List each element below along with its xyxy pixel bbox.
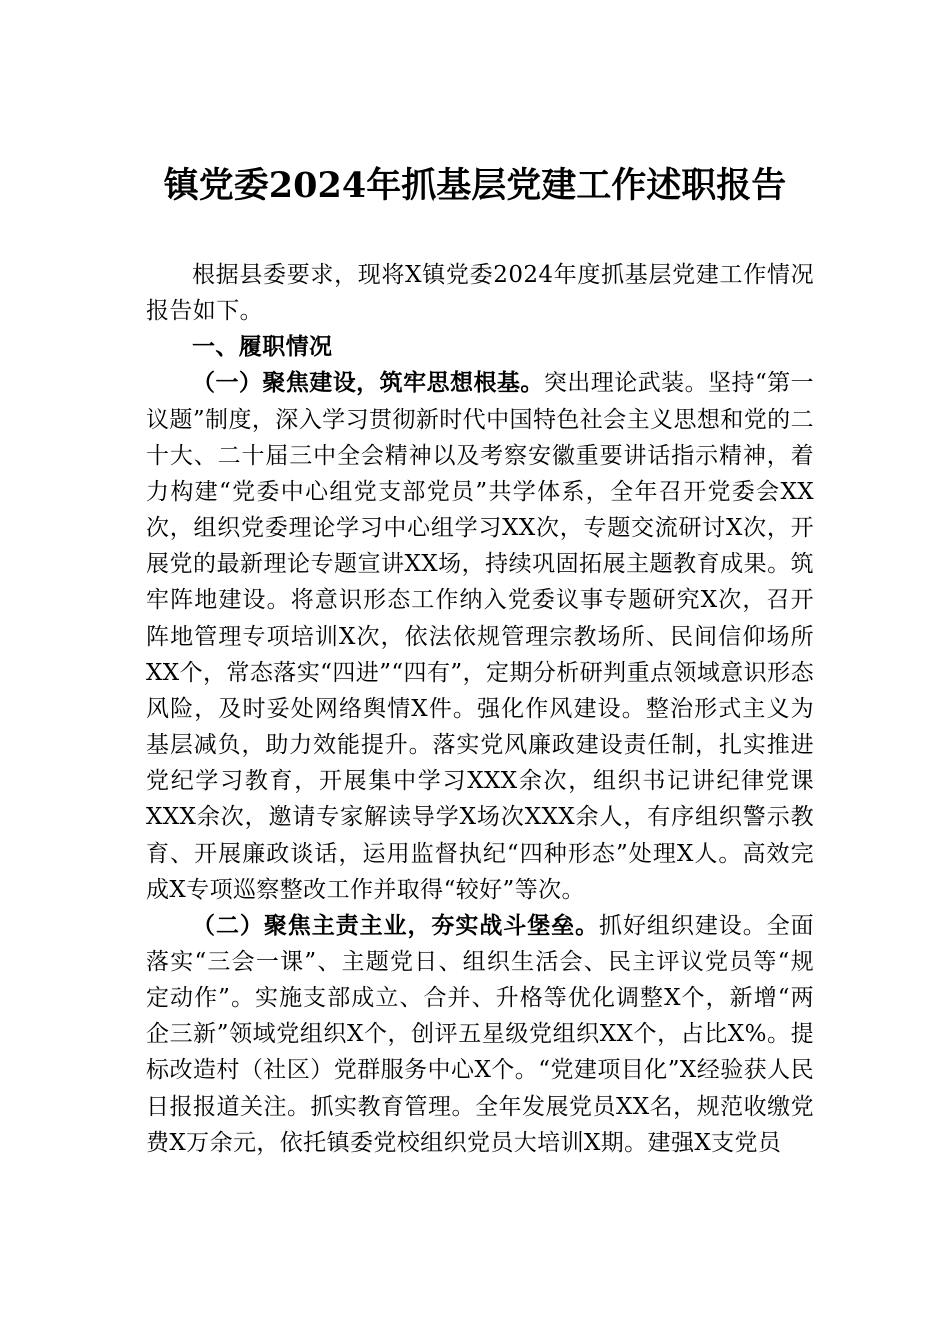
paragraph-part2 xyxy=(146,908,814,1161)
document-body xyxy=(146,257,814,1161)
paragraph-part1 xyxy=(146,365,814,907)
paragraph-lead: （二）聚焦主责主业，夯实战斗堡垒。 xyxy=(192,911,600,939)
section-heading: 一、履职情况 xyxy=(192,334,333,361)
paragraph-text: 抓好组织建设。全面落实“三会一课”、主题党日、组织生活会、民主评议党员等“规定动作”。实施支部成立、合并、升格等优化调整X个，新增“两企三新”领域党组织X个，创评五星级党组织XX个，占比X%。提标改造村（社区）党群服务中心X个。“党建项目化”X经验获人民日报报道关注。抓实教育管理。全年发展党员XX名，规范收缴党费X万余元，依托镇委党校组织党员大培训X期。建强X支党员 xyxy=(146,912,814,1156)
paragraph-lead: （一）聚焦建设，筑牢思想根基。 xyxy=(192,369,544,397)
intro-paragraph: 根据县委要求，现将X镇党委2024年度抓基层党建工作情况报告如下。 xyxy=(146,262,814,325)
document-title: 镇党委2024年抓基层党建工作述职报告 xyxy=(163,165,787,206)
paragraph-text: 突出理论武装。坚持“第一议题”制度，深入学习贯彻新时代中国特色社会主义思想和党的二十大、二十届三中全会精神以及考察安徽重要讲话指示精神，着力构建“党委中心组党支部党员”共学体系，全年召开党委会XX次，组织党委理论学习中心组学习XX次，专题交流研讨X次，开展党的最新理论专题宣讲XX场，持续巩固拓展主题教育成果。筑牢阵地建设。将意识形态工作纳入党委议事专题研究X次，召开阵地管理专项培训X次，依法依规管理宗教场所、民间信仰场所XX个，常态落实“四进”“四有”，定期分析研判重点领域意识形态风险，及时妥处网络舆情X件。强化作风建设。整治形式主义为基层减负，助力效能提升。落实党风廉政建设责任制，扎实推进党纪学习教育，开展集中学习XXX余次，组织书记讲纪律党课XXX余次，邀请专家解读导学X场次XXX余人，有序组织警示教育、开展廉政谈话，运用监督执纪“四种形态”处理X人。高效完成X专项巡察整改工作并取得“较好”等次。 xyxy=(146,370,815,903)
